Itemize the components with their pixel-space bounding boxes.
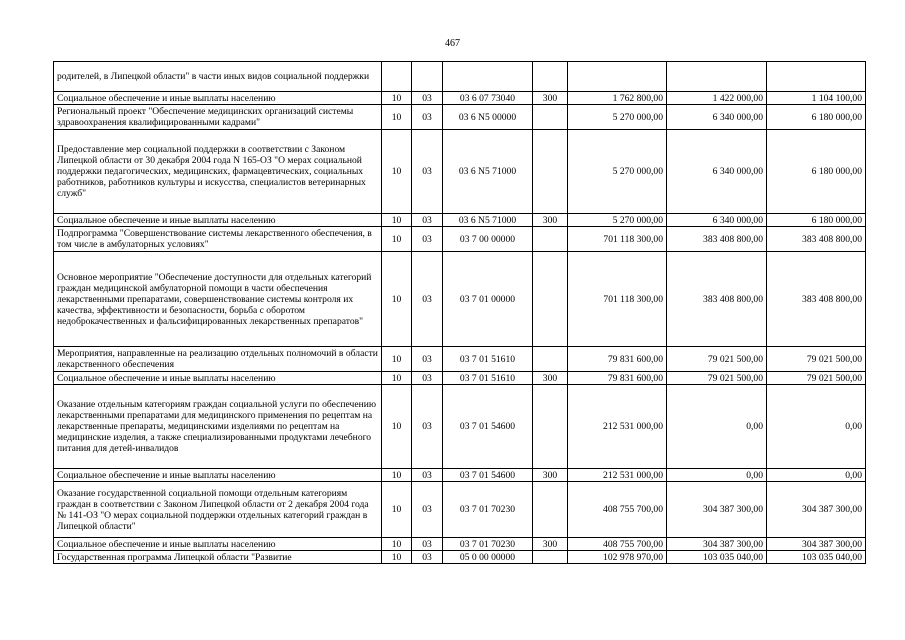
target-code-cell: 03 6 N5 00000 (443, 105, 533, 130)
amount-year3-cell (767, 62, 866, 92)
page-number: 467 (445, 38, 460, 49)
section-cell: 10 (382, 551, 412, 564)
section-cell: 10 (382, 538, 412, 551)
subsection-cell: 03 (412, 469, 443, 482)
amount-year2-cell: 1 422 000,00 (667, 92, 767, 105)
section-cell (382, 62, 412, 92)
amount-year1-cell: 5 270 000,00 (568, 105, 667, 130)
amount-year1-cell: 102 978 970,00 (568, 551, 667, 564)
table-row (54, 469, 866, 482)
amount-year3-cell: 304 387 300,00 (767, 482, 866, 538)
amount-year1-cell: 79 831 600,00 (568, 347, 667, 372)
row-name-cell: Оказание государственной социальной помощи отдельным категориям граждан в соответствии с Законом Липецкой области от 2 декабря 2004 года № 141-ОЗ "О мерах социальной поддержки отдельных категорий граждан в Липецкой области" (54, 482, 382, 538)
section-cell: 10 (382, 105, 412, 130)
target-code-cell: 03 7 01 54600 (443, 469, 533, 482)
amount-year2-cell: 304 387 300,00 (667, 482, 767, 538)
row-name-cell: Основное мероприятие "Обеспечение доступности для отдельных категорий граждан медицинской амбулаторной помощи в части обеспечения лекарственными препаратами, совершенствование системы контроля их качества, эффективности и безопасности, борьба с оборотом недоброкачественных и фальсифицированных лекарственных препаратов" (54, 252, 382, 347)
row-name-cell: Мероприятия, направленные на реализацию отдельных полномочий в области лекарственного обеспечения (54, 347, 382, 372)
amount-year2-cell: 103 035 040,00 (667, 551, 767, 564)
amount-year3-cell: 6 180 000,00 (767, 130, 866, 214)
target-code-cell: 03 7 01 54600 (443, 385, 533, 469)
section-cell: 10 (382, 469, 412, 482)
amount-year2-cell: 79 021 500,00 (667, 347, 767, 372)
subsection-cell: 03 (412, 385, 443, 469)
amount-year2-cell: 304 387 300,00 (667, 538, 767, 551)
expense-type-cell (533, 227, 568, 252)
expense-type-cell: 300 (533, 214, 568, 227)
expense-type-cell (533, 482, 568, 538)
amount-year1-cell (568, 62, 667, 92)
amount-year3-cell: 6 180 000,00 (767, 214, 866, 227)
amount-year3-cell: 79 021 500,00 (767, 347, 866, 372)
section-cell: 10 (382, 482, 412, 538)
table-row (54, 92, 866, 105)
section-cell: 10 (382, 385, 412, 469)
target-code-cell: 03 7 01 70230 (443, 538, 533, 551)
row-name-cell: Социальное обеспечение и иные выплаты населению (54, 372, 382, 385)
subsection-cell: 03 (412, 551, 443, 564)
amount-year1-cell: 701 118 300,00 (568, 227, 667, 252)
expense-type-cell: 300 (533, 372, 568, 385)
expense-type-cell (533, 62, 568, 92)
amount-year2-cell (667, 62, 767, 92)
subsection-cell: 03 (412, 105, 443, 130)
table-row (54, 372, 866, 385)
row-name-cell: Подпрограмма "Совершенствование системы лекарственного обеспечения, в том числе в амбулаторных условиях" (54, 227, 382, 252)
amount-year2-cell: 6 340 000,00 (667, 130, 767, 214)
amount-year3-cell: 0,00 (767, 385, 866, 469)
amount-year2-cell: 6 340 000,00 (667, 214, 767, 227)
amount-year1-cell: 701 118 300,00 (568, 252, 667, 347)
amount-year3-cell: 6 180 000,00 (767, 105, 866, 130)
amount-year1-cell: 1 762 800,00 (568, 92, 667, 105)
amount-year1-cell: 79 831 600,00 (568, 372, 667, 385)
expense-type-cell (533, 385, 568, 469)
subsection-cell: 03 (412, 214, 443, 227)
subsection-cell: 03 (412, 482, 443, 538)
subsection-cell: 03 (412, 372, 443, 385)
section-cell: 10 (382, 252, 412, 347)
table-row (54, 227, 866, 252)
subsection-cell: 03 (412, 252, 443, 347)
table-row (54, 62, 866, 92)
subsection-cell: 03 (412, 92, 443, 105)
section-cell: 10 (382, 347, 412, 372)
section-cell: 10 (382, 372, 412, 385)
table-row (54, 214, 866, 227)
row-name-cell: Предоставление мер социальной поддержки в соответствии с Законом Липецкой области от 30 декабря 2004 года N 165-ОЗ "О мерах социальной поддержки педагогических, медицинских, фармацевтических, социальных работников, работников культуры и искусства, специалистов ветеринарных служб" (54, 130, 382, 214)
amount-year2-cell: 0,00 (667, 469, 767, 482)
target-code-cell: 05 0 00 00000 (443, 551, 533, 564)
expense-type-cell: 300 (533, 92, 568, 105)
section-cell: 10 (382, 214, 412, 227)
amount-year1-cell: 408 755 700,00 (568, 538, 667, 551)
table-row (54, 130, 866, 214)
amount-year3-cell: 0,00 (767, 469, 866, 482)
amount-year2-cell: 79 021 500,00 (667, 372, 767, 385)
amount-year3-cell: 1 104 100,00 (767, 92, 866, 105)
table-row (54, 105, 866, 130)
target-code-cell: 03 7 01 51610 (443, 372, 533, 385)
target-code-cell (443, 62, 533, 92)
section-cell: 10 (382, 227, 412, 252)
amount-year3-cell: 103 035 040,00 (767, 551, 866, 564)
subsection-cell: 03 (412, 538, 443, 551)
row-name-cell: Социальное обеспечение и иные выплаты населению (54, 214, 382, 227)
amount-year3-cell: 383 408 800,00 (767, 227, 866, 252)
expense-type-cell (533, 347, 568, 372)
subsection-cell: 03 (412, 347, 443, 372)
amount-year1-cell: 5 270 000,00 (568, 130, 667, 214)
amount-year1-cell: 212 531 000,00 (568, 469, 667, 482)
amount-year1-cell: 212 531 000,00 (568, 385, 667, 469)
expense-type-cell (533, 105, 568, 130)
section-cell: 10 (382, 130, 412, 214)
row-name-cell: Региональный проект "Обеспечение медицинских организаций системы здравоохранения квалифицированными кадрами" (54, 105, 382, 130)
table-row (54, 252, 866, 347)
amount-year2-cell: 383 408 800,00 (667, 227, 767, 252)
amount-year2-cell: 383 408 800,00 (667, 252, 767, 347)
expense-type-cell (533, 551, 568, 564)
target-code-cell: 03 7 01 51610 (443, 347, 533, 372)
target-code-cell: 03 7 01 70230 (443, 482, 533, 538)
amount-year3-cell: 79 021 500,00 (767, 372, 866, 385)
target-code-cell: 03 6 N5 71000 (443, 130, 533, 214)
target-code-cell: 03 7 01 00000 (443, 252, 533, 347)
target-code-cell: 03 6 N5 71000 (443, 214, 533, 227)
row-name-cell: Социальное обеспечение и иные выплаты населению (54, 92, 382, 105)
budget-table (53, 61, 866, 564)
amount-year3-cell: 383 408 800,00 (767, 252, 866, 347)
table-row (54, 482, 866, 538)
amount-year2-cell: 6 340 000,00 (667, 105, 767, 130)
subsection-cell: 03 (412, 227, 443, 252)
section-cell: 10 (382, 92, 412, 105)
table-row (54, 385, 866, 469)
row-name-cell: Оказание отдельным категориям граждан социальной услуги по обеспечению лекарственными препаратами для медицинского применения по рецептам на лекарственные препараты, медицинскими изделиями по рецептам на медицинские изделия, а также специализированными продуктами лечебного питания для детей-инвалидов (54, 385, 382, 469)
table-row (54, 347, 866, 372)
expense-type-cell: 300 (533, 538, 568, 551)
target-code-cell: 03 6 07 73040 (443, 92, 533, 105)
expense-type-cell (533, 130, 568, 214)
amount-year3-cell: 304 387 300,00 (767, 538, 866, 551)
expense-type-cell (533, 252, 568, 347)
row-name-cell: родителей, в Липецкой области" в части иных видов социальной поддержки (54, 62, 382, 92)
table-row (54, 551, 866, 564)
expense-type-cell: 300 (533, 469, 568, 482)
amount-year1-cell: 408 755 700,00 (568, 482, 667, 538)
amount-year2-cell: 0,00 (667, 385, 767, 469)
amount-year1-cell: 5 270 000,00 (568, 214, 667, 227)
subsection-cell: 03 (412, 130, 443, 214)
target-code-cell: 03 7 00 00000 (443, 227, 533, 252)
row-name-cell: Государственная программа Липецкой области "Развитие (54, 551, 382, 564)
table-row (54, 538, 866, 551)
row-name-cell: Социальное обеспечение и иные выплаты населению (54, 469, 382, 482)
row-name-cell: Социальное обеспечение и иные выплаты населению (54, 538, 382, 551)
subsection-cell (412, 62, 443, 92)
